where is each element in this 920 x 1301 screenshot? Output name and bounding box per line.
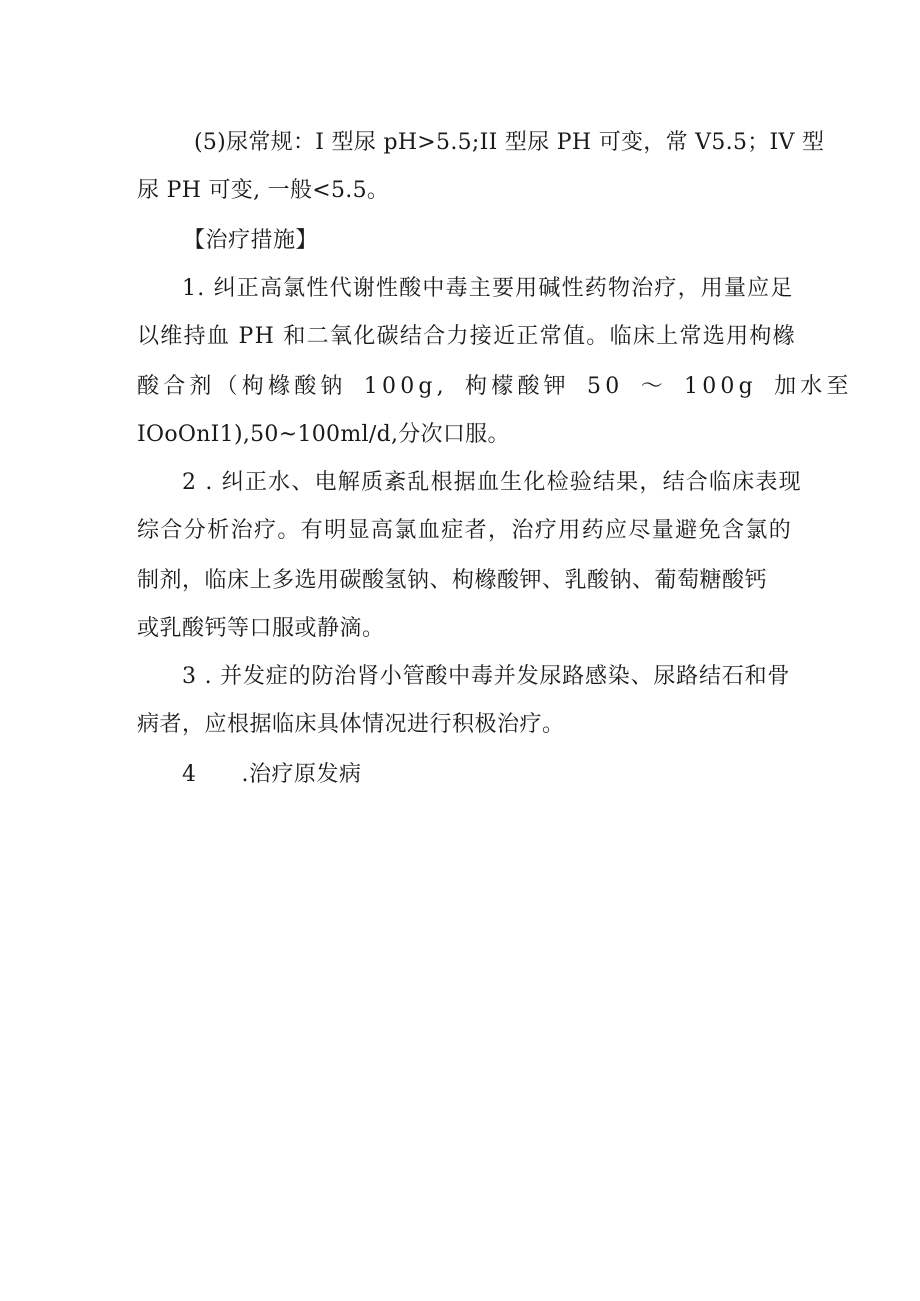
treatment-item-4: 4 .治疗原发病 <box>182 762 362 787</box>
treatment-item-2-line-3: 制剂，临床上多选用碳酸氢钠、枸橼酸钾、乳酸钠、葡萄糖酸钙 <box>137 568 768 593</box>
urine-routine-line-1: (5)尿常规：I 型尿 pH>5.5;II 型尿 PH 可变，常 V5.5；IV 型 <box>194 130 825 155</box>
treatment-item-2-line-1: 2 . 纠正水、电解质紊乱根据血生化检验结果，结合临床表现 <box>182 470 802 495</box>
section-heading-treatment: 【治疗措施】 <box>183 228 319 253</box>
treatment-item-1-line-2: 以维持血 PH 和二氧化碳结合力接近正常值。临床上常选用枸橼 <box>137 324 796 349</box>
treatment-item-3-line-2: 病者，应根据临床具体情况进行积极治疗。 <box>137 712 565 737</box>
treatment-item-3-line-1: 3 . 并发症的防治肾小管酸中毒并发尿路感染、尿路结石和骨 <box>182 664 791 689</box>
treatment-item-2-line-2: 综合分析治疗。有明显高氯血症者，治疗用药应尽量避免含氯的 <box>137 518 793 543</box>
urine-routine-line-2: 尿 PH 可变, 一般<5.5。 <box>137 178 390 203</box>
treatment-item-1-line-4: IOoOnI1),50~100ml∕d,分次口服。 <box>137 422 510 447</box>
treatment-item-1-line-1: 1. 纠正高氯性代谢性酸中毒主要用碱性药物治疗，用量应足 <box>182 276 794 301</box>
treatment-item-2-line-4: 或乳酸钙等口服或静滴。 <box>137 616 385 641</box>
treatment-item-1-line-3: 酸合剂（枸橼酸钠 100g, 枸檬酸钾 50 ～ 100g 加水至 <box>137 374 853 399</box>
